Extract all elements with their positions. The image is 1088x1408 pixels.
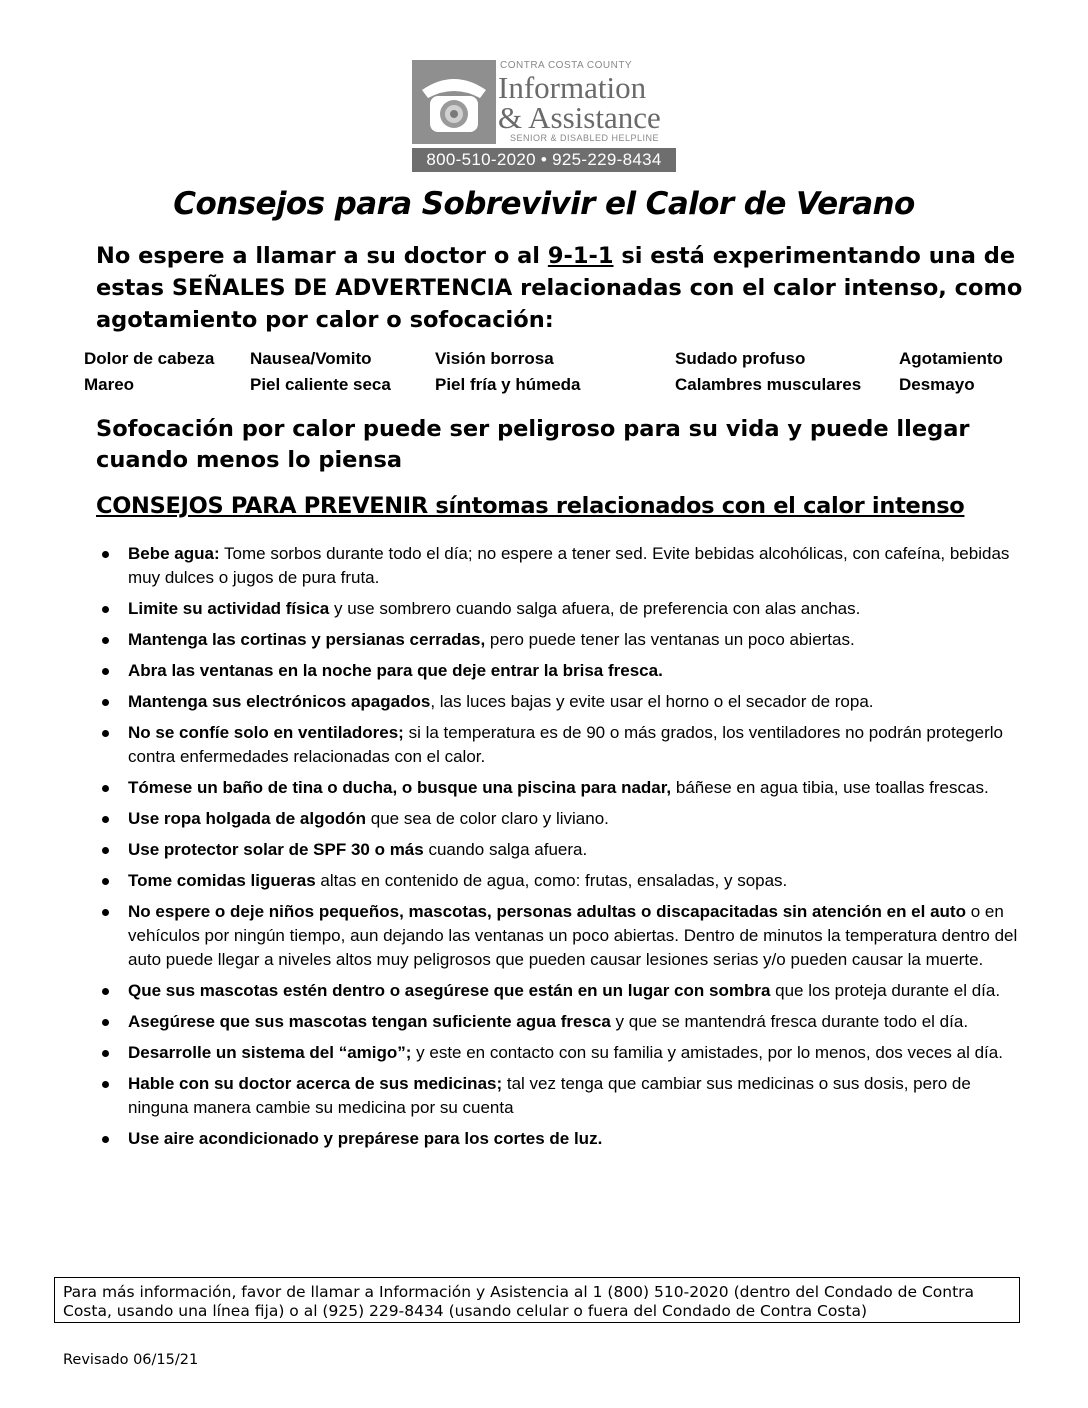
warning-paragraph	[96, 240, 1036, 336]
tip-bold: No se confíe solo en ventiladores;	[128, 723, 404, 742]
tip-bold: Bebe agua:	[128, 544, 220, 563]
symptom: Calambres musculares	[675, 375, 862, 394]
tip-bold: Abra las ventanas en la noche para que deje entrar la brisa fresca.	[128, 661, 663, 680]
tip-bold: Asegúrese que sus mascotas tengan suficiente agua fresca	[128, 1012, 611, 1031]
symptom-row	[84, 346, 1044, 372]
list-item	[96, 1072, 1028, 1120]
tip-bold: Use protector solar de SPF 30 o más	[128, 840, 424, 859]
tip-bold: Que sus mascotas estén dentro o asegúrese que están en un lugar con sombra	[128, 981, 771, 1000]
symptom: Piel fría y húmeda	[435, 375, 581, 394]
list-item	[96, 869, 1028, 893]
tip-text: tal vez tenga que cambiar sus medicinas o sus dosis, pero de ninguna manera cambie su medicina por su cuenta	[128, 1074, 971, 1117]
list-item	[96, 1127, 1028, 1151]
tip-bold: Mantenga las cortinas y persianas cerradas,	[128, 630, 486, 649]
tip-text: , las luces bajas y evite usar el horno o el secador de ropa.	[430, 692, 874, 711]
tip-text: o en vehículos por ningún tiempo, aun dejando las ventanas un poco abiertas. Dentro de minutos la temperatura dentro del auto puede llegar a niveles altos muy peligrosos que pueden causar lesiones serias y/o pueden causar la muerte.	[128, 902, 1018, 969]
symptom-grid	[84, 346, 1044, 398]
list-item	[96, 900, 1028, 972]
logo-line1: Information	[498, 70, 647, 105]
tip-bold: Tome comidas ligueras	[128, 871, 316, 890]
tip-text: pero puede tener las ventanas un poco abiertas.	[485, 630, 855, 649]
contact-info-box: Para más información, favor de llamar a Información y Asistencia al 1 (800) 510-2020 (dentro del Condado de Contra Costa, usando una línea fija) o al (925) 229-8434 (usando celular o fuera del Condado de Contra Costa)	[54, 1277, 1020, 1323]
symptom: Piel caliente seca	[250, 375, 391, 394]
warning-part1: No espere a llamar a su doctor o al	[96, 243, 548, 269]
tip-bold: Use ropa holgada de algodón	[128, 809, 367, 828]
tip-bold: No espere o deje niños pequeños, mascotas, personas adultas o discapacitadas sin atención en el auto	[128, 902, 966, 921]
tip-bold: Hable con su doctor acerca de sus medicinas;	[128, 1074, 503, 1093]
tip-bold: Desarrolle un sistema del “amigo”;	[128, 1043, 412, 1062]
list-item	[96, 659, 1028, 683]
tip-text: y use sombrero cuando salga afuera, de preferencia con alas anchas.	[329, 599, 861, 618]
tip-text: si la temperatura es de 90 o más grados, los ventiladores no podrán protegerlo contra enfermedades relacionadas con el calor.	[128, 723, 1003, 766]
list-item	[96, 1041, 1028, 1065]
symptom: Agotamiento	[899, 349, 1003, 368]
list-item	[96, 721, 1028, 769]
symptom: Sudado profuso	[675, 349, 806, 368]
tip-text: báñese en agua tibia, use toallas frescas.	[671, 778, 989, 797]
revision-date: Revisado 06/15/21	[63, 1352, 199, 1368]
logo-phone-numbers: 800-510-2020 • 925-229-8434	[412, 148, 676, 172]
prevention-heading: CONSEJOS PARA PREVENIR síntomas relacionados con el calor intenso	[96, 493, 965, 519]
phone-seal-icon	[412, 60, 496, 144]
tip-text: y que se mantendrá fresca durante todo el día.	[610, 1012, 969, 1031]
tip-text: altas en contenido de agua, como: frutas, ensaladas, y sopas.	[315, 871, 788, 890]
symptom: Mareo	[84, 375, 135, 394]
tip-text: cuando salga afuera.	[423, 840, 588, 859]
list-item	[96, 807, 1028, 831]
tip-bold: Mantenga sus electrónicos apagados	[128, 692, 431, 711]
symptom: Desmayo	[899, 375, 975, 394]
tip-text: que sea de color claro y liviano.	[366, 809, 609, 828]
symptom-row	[84, 372, 1044, 398]
symptom: Visión borrosa	[435, 349, 554, 368]
emergency-number: 9-1-1	[547, 243, 614, 269]
list-item	[96, 690, 1028, 714]
list-item	[96, 542, 1028, 590]
tip-bold: Limite su actividad física	[128, 599, 330, 618]
symptom: Dolor de cabeza	[84, 349, 215, 368]
tip-bold: Use aire acondicionado y prepárese para los cortes de luz.	[128, 1129, 603, 1148]
list-item	[96, 1010, 1028, 1034]
danger-statement: Sofocación por calor puede ser peligroso para su vida y puede llegar cuando menos lo piensa	[96, 416, 970, 473]
logo-line2: & Assistance	[498, 100, 661, 135]
symptom: Nausea/Vomito	[250, 349, 372, 368]
tip-text: que los proteja durante el día.	[770, 981, 1001, 1000]
list-item	[96, 628, 1028, 652]
tip-bold: Tómese un baño de tina o ducha, o busque una piscina para nadar,	[128, 778, 672, 797]
list-item	[96, 979, 1028, 1003]
list-item	[96, 776, 1028, 800]
tip-text: Tome sorbos durante todo el día; no espere a tener sed. Evite bebidas alcohólicas, con cafeína, bebidas muy dulces o jugos de pura fruta.	[128, 544, 1010, 587]
list-item	[96, 838, 1028, 862]
warning-part2: si está experimentando una de estas SEÑALES DE ADVERTENCIA relacionadas con el calor intenso, como agotamiento por calor o sofocación:	[96, 243, 1023, 333]
tips-list	[96, 542, 1028, 1158]
logo-county: CONTRA COSTA COUNTY	[500, 60, 633, 71]
tip-text: y este en contacto con su familia y amistades, por lo menos, dos veces al día.	[411, 1043, 1003, 1062]
list-item	[96, 597, 1028, 621]
page-title: Consejos para Sobrevivir el Calor de Verano	[173, 186, 915, 222]
org-logo	[412, 60, 676, 172]
logo-helpline: SENIOR & DISABLED HELPLINE	[510, 133, 660, 143]
